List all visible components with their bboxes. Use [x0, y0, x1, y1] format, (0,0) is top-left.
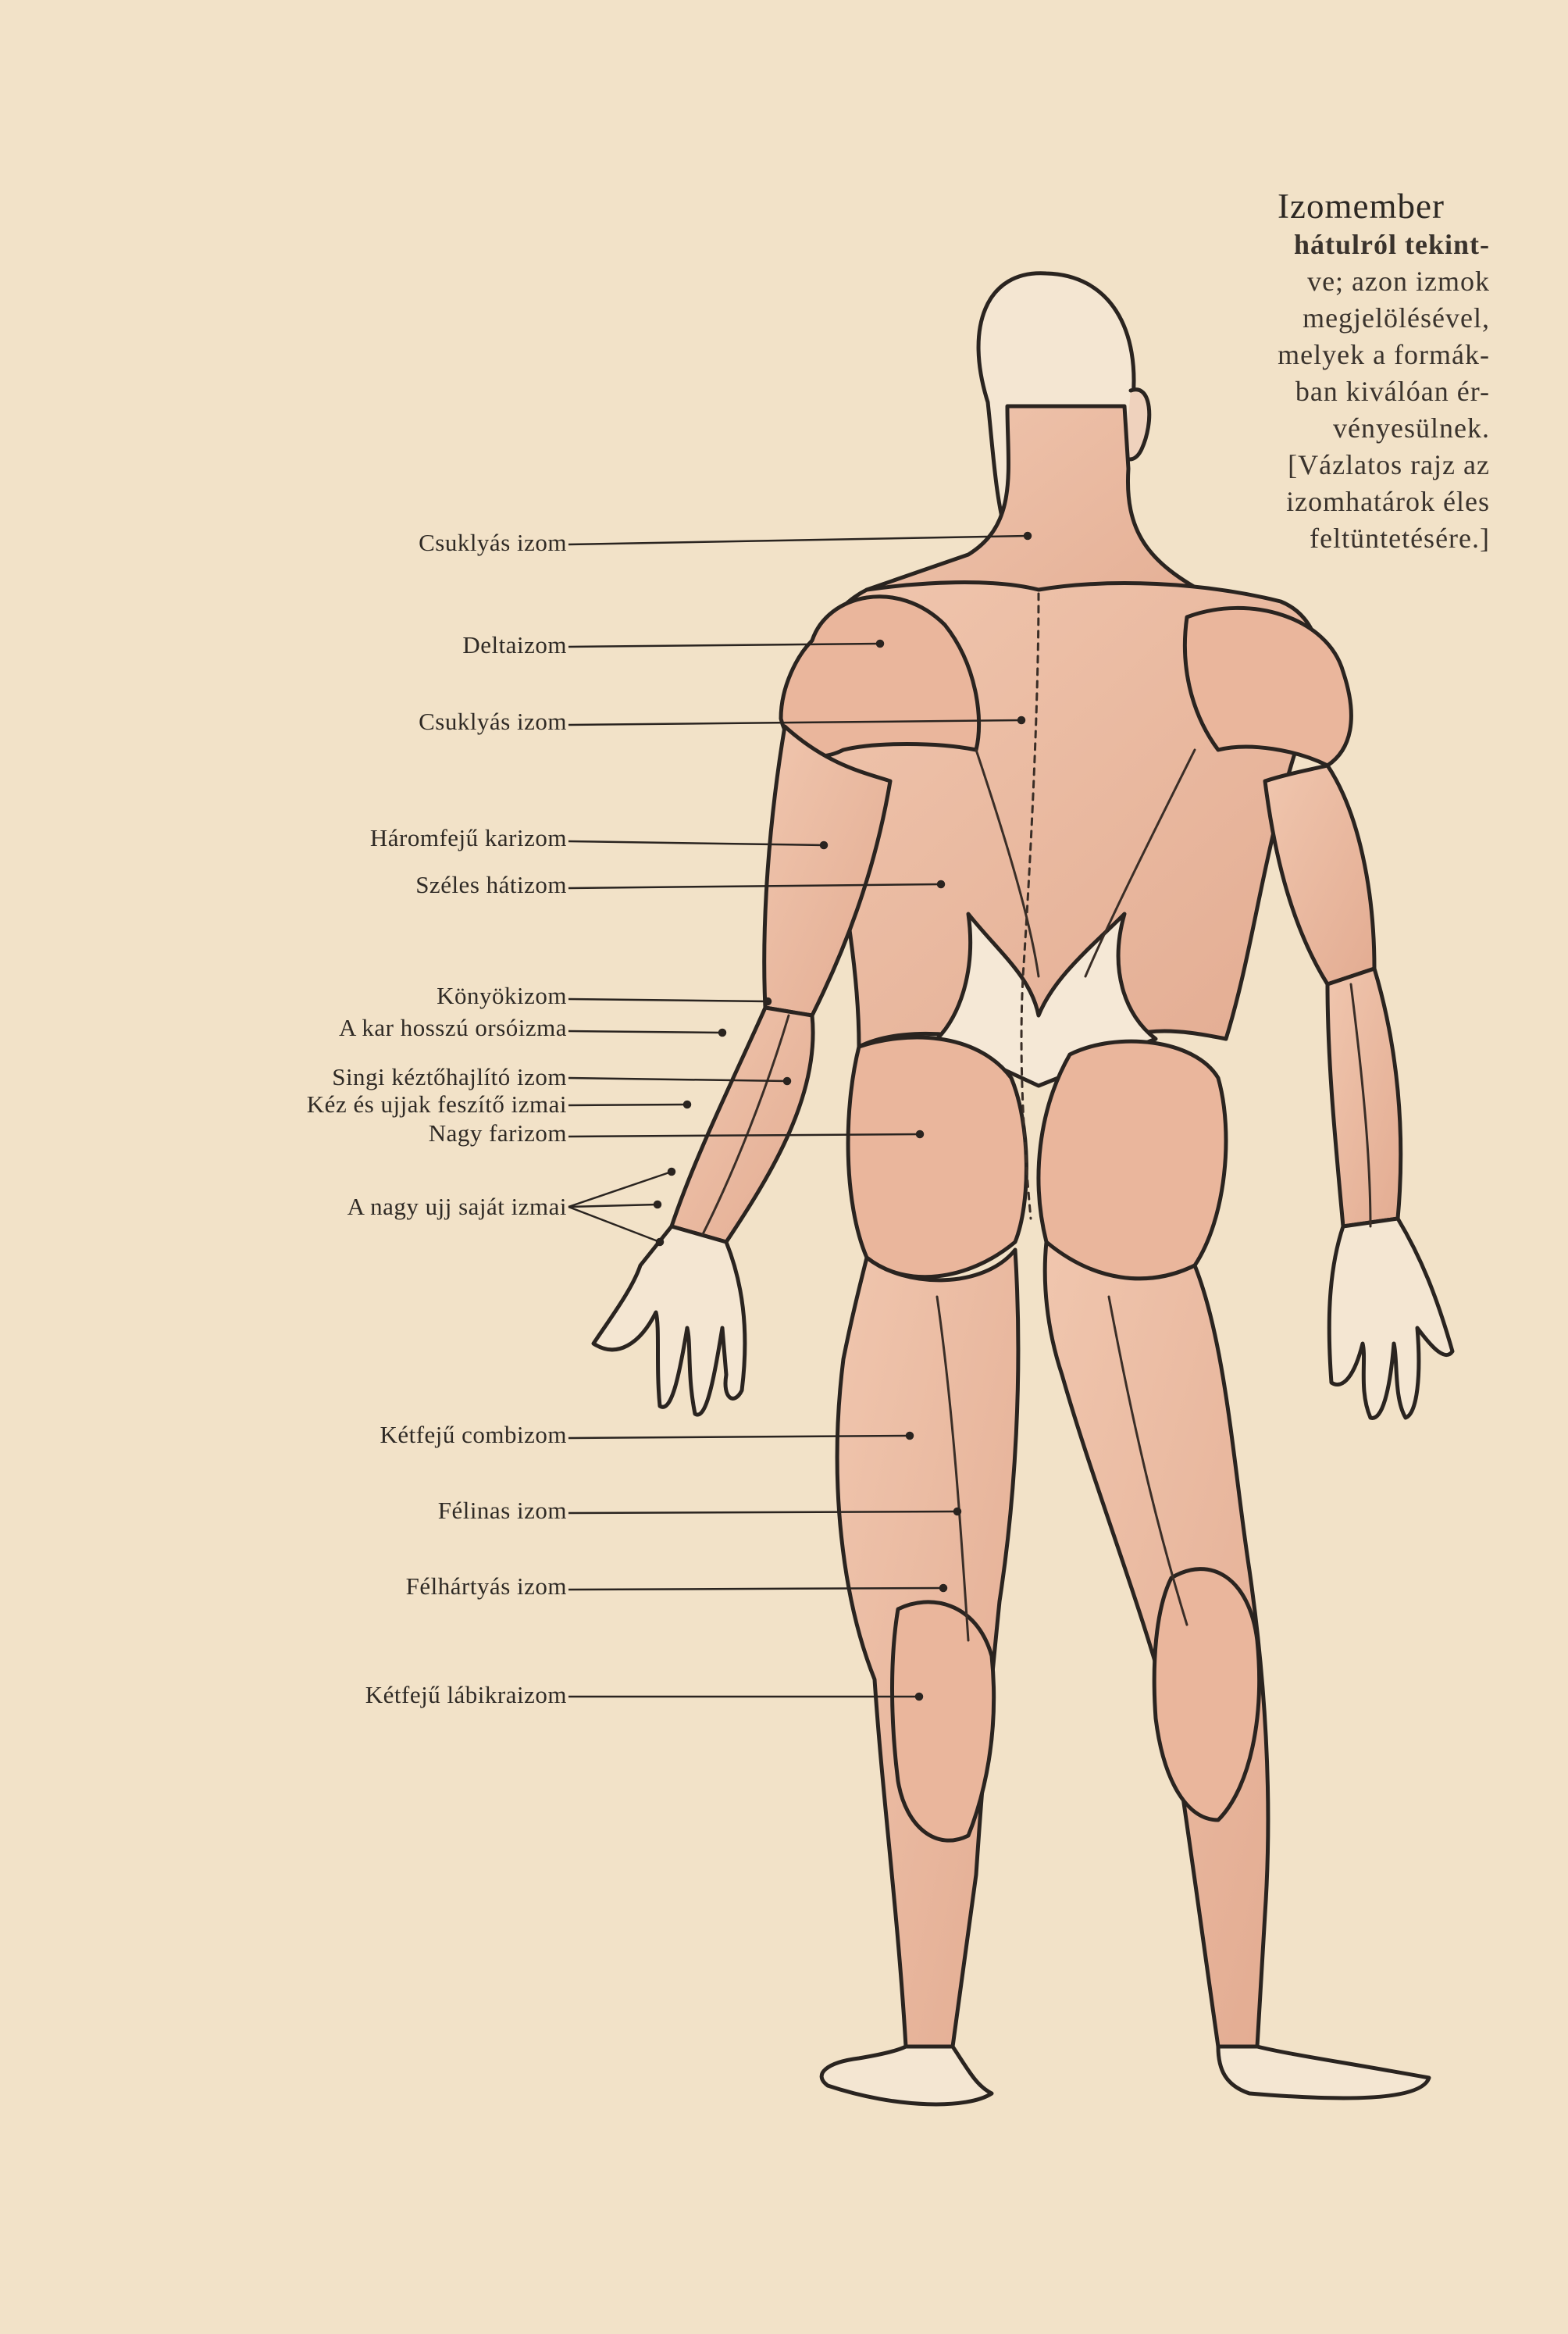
right-foot-shape [1218, 2047, 1429, 2098]
caption-line-9: feltüntetésére.] [1310, 523, 1490, 554]
left-calf-shape [893, 1602, 994, 1840]
label-triceps: Háromfejű karizom [369, 824, 567, 851]
label-semimembranosus: Félhártyás izom [405, 1572, 567, 1600]
label-trapezius-upper: Csuklyás izom [419, 529, 567, 556]
label-flexor-carpi-ulnaris: Singi kéztőhajlító izom [332, 1063, 567, 1090]
right-calf-shape [1154, 1569, 1259, 1820]
caption-line-1: hátulról tekint- [1293, 229, 1490, 260]
caption-line-8: izomhatárok éles [1286, 486, 1490, 517]
caption-line-2: ve; azon izmok [1307, 266, 1490, 297]
label-latissimus: Széles hátizom [415, 871, 567, 898]
left-foot-shape [821, 2047, 992, 2104]
right-hand-shape [1329, 1219, 1452, 1418]
right-gluteus-shape [1039, 1041, 1226, 1279]
caption-line-6: vényesülnek. [1333, 412, 1490, 444]
caption-line-3: megjelölésével, [1303, 302, 1490, 334]
label-thumb-muscles: A nagy ujj saját izmai [347, 1193, 567, 1220]
leader-line-1 [568, 536, 1028, 544]
caption-line-5: ban kiválóan ér- [1295, 376, 1490, 407]
label-biceps-femoris: Kétfejű combizom [380, 1421, 567, 1448]
label-deltoid: Deltaizom [462, 631, 567, 658]
label-semitendinosus: Félinas izom [437, 1497, 567, 1524]
label-gastrocnemius: Kétfejű lábikraizom [365, 1681, 567, 1708]
plate-title: Izomember [1278, 187, 1445, 226]
label-hand-extensors: Kéz és ujjak feszítő izmai [306, 1090, 567, 1118]
caption-line-4: melyek a formák- [1278, 339, 1490, 370]
label-anconeus: Könyökizom [437, 982, 567, 1009]
leader-line-11c [568, 1207, 660, 1242]
caption-line-7: [Vázlatos rajz az [1288, 449, 1490, 480]
left-hand-shape [593, 1226, 745, 1415]
leader-line-7 [568, 1031, 722, 1033]
label-trapezius-lower: Csuklyás izom [419, 708, 567, 735]
right-upper-arm-shape [1265, 766, 1374, 984]
plate-caption [1201, 186, 1490, 557]
label-gluteus-maximus: Nagy farizom [428, 1119, 567, 1147]
left-forearm-shape [672, 1008, 813, 1242]
leader-line-11b [568, 1204, 657, 1207]
label-brachioradialis: A kar hosszú orsóizma [338, 1014, 567, 1041]
left-gluteus-shape [848, 1037, 1026, 1277]
leader-line-6 [568, 999, 768, 1001]
